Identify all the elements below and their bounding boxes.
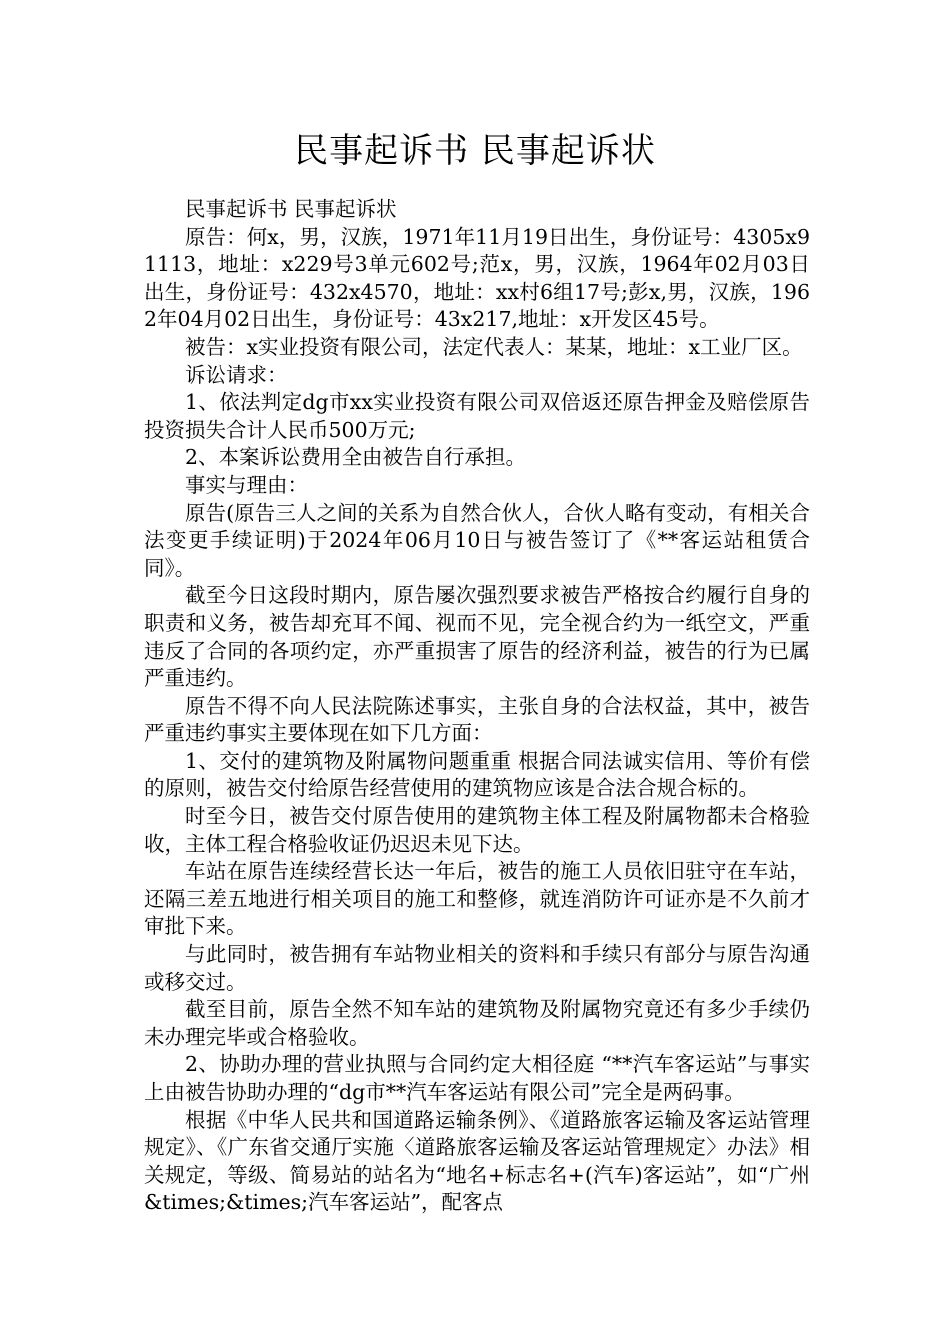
paragraph-issue-1: 1、交付的建筑物及附属物问题重重 根据合同法诚实信用、等价有偿的原则，被告交付给原告经营使用的建筑物应该是合法合规合标的。 bbox=[144, 748, 810, 801]
paragraph-issue-2: 2、协助办理的营业执照与合同约定大相径庭 “**汽车客运站”与事实上由被告协助办理的“dg市**汽车客运站有限公司”完全是两码事。 bbox=[144, 1052, 810, 1104]
paragraph-acceptance: 时至今日，被告交付原告使用的建筑物主体工程及附属物都未合格验收，主体工程合格验收证仍迟迟未见下达。 bbox=[144, 804, 810, 856]
paragraph-claim-1: 1、依法判定dg市xx实业投资有限公司双倍返还原告押金及赔偿原告投资损失合计人民币500万元; bbox=[144, 390, 810, 442]
paragraph-unknown-procedures: 截至目前，原告全然不知车站的建筑物及附属物究竟还有多少手续仍未办理完毕或合格验收。 bbox=[144, 997, 810, 1049]
paragraph-breach: 截至今日这段时期内，原告屡次强烈要求被告严格按合约履行自身的职责和义务，被告却充耳不闻、视而不见，完全视合约为一纸空文，严重违反了合同的各项约定，亦严重损害了原告的经济利益，被告的行为已属严重违约。 bbox=[144, 583, 810, 691]
paragraph-plaintiffs: 原告：何x，男，汉族，1971年11月19日出生，身份证号：4305x91113，地址：x229号3单元602号;范x，男，汉族，1964年02月03日出生，身份证号：432x4570，地址：xx村6组17号;彭x,男，汉族，1962年04月02日出生，身份证号：43x217,地址：x开发区45号。 bbox=[144, 224, 810, 332]
paragraph-facts-heading: 事实与理由： bbox=[185, 472, 308, 497]
paragraph-contract: 原告(原告三人之间的关系为自然合伙人，合伙人略有变动，有相关合法变更手续证明)于2024年06月10日与被告签订了《**客运站租赁合同》。 bbox=[144, 500, 810, 580]
paragraph-claims-heading: 诉讼请求： bbox=[185, 362, 288, 387]
paragraph-heading-repeat: 民事起诉书 民事起诉状 bbox=[185, 197, 397, 221]
paragraph-documents: 与此同时，被告拥有车站物业相关的资料和手续只有部分与原告沟通或移交过。 bbox=[144, 942, 810, 994]
paragraph-regulations: 根据《中华人民共和国道路运输条例》、《道路旅客运输及客运站管理规定》、《广东省交通厅实施〈道路旅客运输及客运站管理规定〉办法》相关规定，等级、简易站的站名为“地名+标志名+(汽车)客运站”，如“广州&times;&times;汽车客运站”，配客点 bbox=[144, 1107, 810, 1215]
paragraph-construction: 车站在原告连续经营长达一年后，被告的施工人员依旧驻守在车站，还隔三差五地进行相关项目的施工和整修，就连消防许可证亦是不久前才审批下来。 bbox=[144, 859, 810, 939]
document-title: 民事起诉书 民事起诉状 bbox=[294, 131, 656, 171]
paragraph-claim-2: 2、本案诉讼费用全由被告自行承担。 bbox=[185, 445, 527, 470]
paragraph-statement: 原告不得不向人民法院陈述事实，主张自身的合法权益，其中，被告严重违约事实主要体现在如下几方面： bbox=[144, 693, 810, 746]
document-body bbox=[144, 196, 810, 1217]
paragraph-defendant: 被告：x实业投资有限公司，法定代表人：某某，地址：x工业厂区。 bbox=[185, 334, 803, 359]
